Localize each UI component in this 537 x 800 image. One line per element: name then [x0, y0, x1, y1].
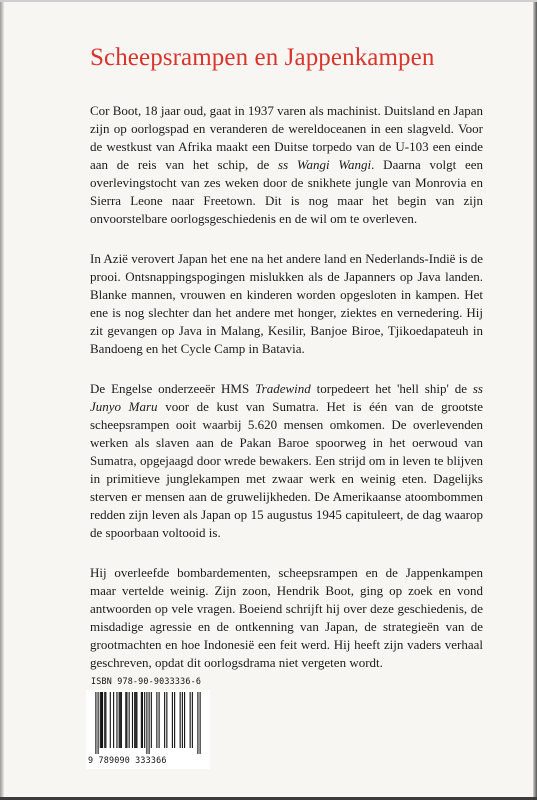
barcode-bar [166, 692, 167, 748]
barcode-digits: 9 789090 333366 [88, 755, 167, 765]
paragraph-text: Cor Boot, 18 jaar oud, gaat in 1937 varen als machinist. Duitsland en Japan zijn op oorlogspad en veranderen de wereldoceanen in een slagveld. Voor de westkust van Afrika maakt een Duitse torpedo van de U-103 een einde aan de reis van het schip, de [90, 103, 483, 172]
barcode-bar [135, 692, 136, 748]
barcode-bar [134, 692, 135, 748]
barcode-bar [121, 692, 122, 748]
barcode [86, 690, 210, 769]
barcode-bar [119, 692, 120, 748]
paragraph [90, 250, 483, 358]
italic-text: ss Junyo Maru [90, 381, 483, 414]
barcode-bar [184, 692, 185, 748]
barcode-bar [129, 692, 130, 748]
barcode-bars [92, 692, 204, 754]
barcode-bar [192, 692, 193, 748]
back-cover-text [90, 102, 483, 694]
barcode-bar [164, 692, 165, 748]
barcode-bar [110, 692, 111, 748]
barcode-bar [102, 692, 103, 748]
barcode-bar [197, 692, 198, 754]
barcode-bar [98, 692, 99, 754]
barcode-bar [125, 692, 126, 748]
barcode-bar [142, 692, 143, 748]
italic-text: ss Wangi Wangi [278, 157, 372, 172]
paragraph [90, 564, 483, 672]
italic-text: Tradewind [255, 381, 311, 396]
page-edge-right [533, 0, 537, 800]
barcode-bar [101, 692, 102, 748]
barcode-bar [180, 692, 181, 748]
barcode-bar [132, 692, 133, 748]
barcode-bar [156, 692, 157, 748]
paragraph-text: In Azië verovert Japan het ene na het andere land en Nederlands-Indië is de prooi. Ontsnappingspogingen mislukken als de Japanners op Java landen. Blanke mannen, vrouwen en kinderen worden opgesloten in kampen. Het ene is nog slechter dan het andere met honger, ziektes en vernedering. Hij zit gevangen op Java in Malang, Kesilir, Banjoe Biroe, Tjikoedapateuh in Bandoeng en het Cycle Camp in Batavia. [90, 251, 483, 356]
barcode-bar [136, 692, 137, 748]
barcode-bar [174, 692, 175, 748]
paragraph [90, 102, 483, 228]
barcode-bar [95, 692, 96, 754]
barcode-bar [100, 692, 101, 748]
barcode-bar [105, 692, 106, 748]
paragraph-text: Hij overleefde bombardementen, scheepsrampen en de Jappenkampen maar vertelde weinig. Zijn zoon, Hendrik Boot, ging op zoek en vond antwoorden op vele vragen. Boeiend schrijft hij over deze geschiedenis, de misdadige agressie en de ontkenning van Japan, de strategieën van de grootmachten en hoe Indonesië een feit werd. Hij heeft zijn vaders verhaal geschreven, opdat dit oorlogsdrama niet vergeten wordt. [90, 565, 483, 670]
barcode-bar [144, 692, 145, 748]
book-title: Scheepsrampen en Jappenkampen [90, 44, 435, 71]
barcode-bar [104, 692, 105, 748]
barcode-bar [200, 692, 201, 754]
paragraph [90, 380, 483, 542]
barcode-bar [151, 692, 152, 748]
page-edge-left [0, 0, 4, 800]
barcode-bar [149, 692, 150, 754]
barcode-bar [172, 692, 173, 748]
paragraph-text: voor de kust van Sumatra. Het is één van de grootste scheepsrampen ooit waarbij 5.620 mensen omkomen. De overlevenden werken als slaven aan de Pakan Baroe spoorweg in het oerwoud van Sumatra, opgejaagd door wrede bewakers. Een strijd om in leven te blijven in primitieve junglekampen met zwaar werk en weinig eten. Dagelijks sterven er mensen aan de gruwelijkheden. De Amerikaanse atoombommen redden zijn leven als Japan op 15 augustus 1945 capituleert, de dag waarop de spoorbaan voltooid is. [90, 399, 483, 540]
barcode-bar [182, 692, 183, 748]
barcode-bar [116, 692, 117, 748]
paragraph-text: De Engelse onderzeeër HMS [90, 381, 256, 396]
barcode-bar [146, 692, 147, 754]
isbn-label: ISBN 978-90-9033336-6 [91, 676, 202, 686]
barcode-bar [159, 692, 160, 748]
barcode-bar [126, 692, 127, 748]
page-edge-top [0, 0, 537, 2]
barcode-bar [113, 692, 114, 748]
paragraph-text: . Daarna volgt een overlevingstocht van zes weken door de snikhete jungle van Monrovia en Sierra Leone naar Freetown. Dit is nog maar het begin van zijn onvoorstelbare oorlogsgeschiedenis en de wil om te overleven. [90, 157, 483, 226]
barcode-bar [120, 692, 121, 748]
barcode-bar [141, 692, 142, 748]
barcode-bar [190, 692, 191, 748]
paragraph-text: torpedeert het 'hell ship' de [310, 381, 473, 396]
